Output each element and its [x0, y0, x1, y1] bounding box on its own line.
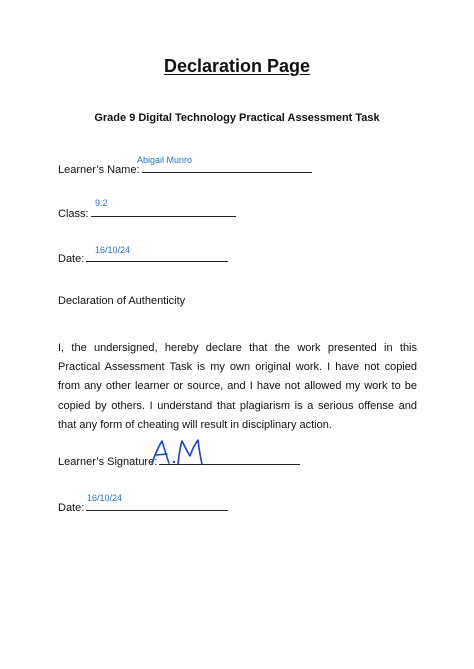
declaration-body: I, the undersigned, hereby declare that the work presented in this Practical Assessment Task is my own original work. I have not copied from any other learner or source, and I have not allowed my work to be copied by others. I understand that plagiarism is a serious offense and that any form of cheating will result in disciplinary action.	[58, 342, 417, 431]
handwritten-signature[interactable]	[148, 437, 210, 467]
learner-name-label: Learner’s Name:	[58, 164, 140, 176]
date-signed-value[interactable]: 16/10/24	[87, 493, 123, 503]
date-signed-field	[58, 500, 228, 515]
page-subtitle: Grade 9 Digital Technology Practical Assessment Task	[94, 112, 380, 124]
declaration-heading: Declaration of Authenticity	[58, 295, 186, 307]
date-signed-label: Date:	[58, 502, 85, 514]
class-value[interactable]: 9.2	[95, 198, 108, 208]
date-value[interactable]: 16/10/24	[95, 245, 131, 255]
class-field	[58, 206, 236, 221]
date-label: Date:	[58, 253, 85, 265]
page-title: Declaration Page	[163, 56, 311, 76]
signature-label: Learner’s Signature:	[58, 456, 158, 468]
learner-name-value[interactable]: Abigail Munro	[137, 155, 193, 165]
date-field	[58, 251, 228, 266]
class-line	[91, 206, 236, 217]
class-label: Class:	[58, 208, 89, 220]
